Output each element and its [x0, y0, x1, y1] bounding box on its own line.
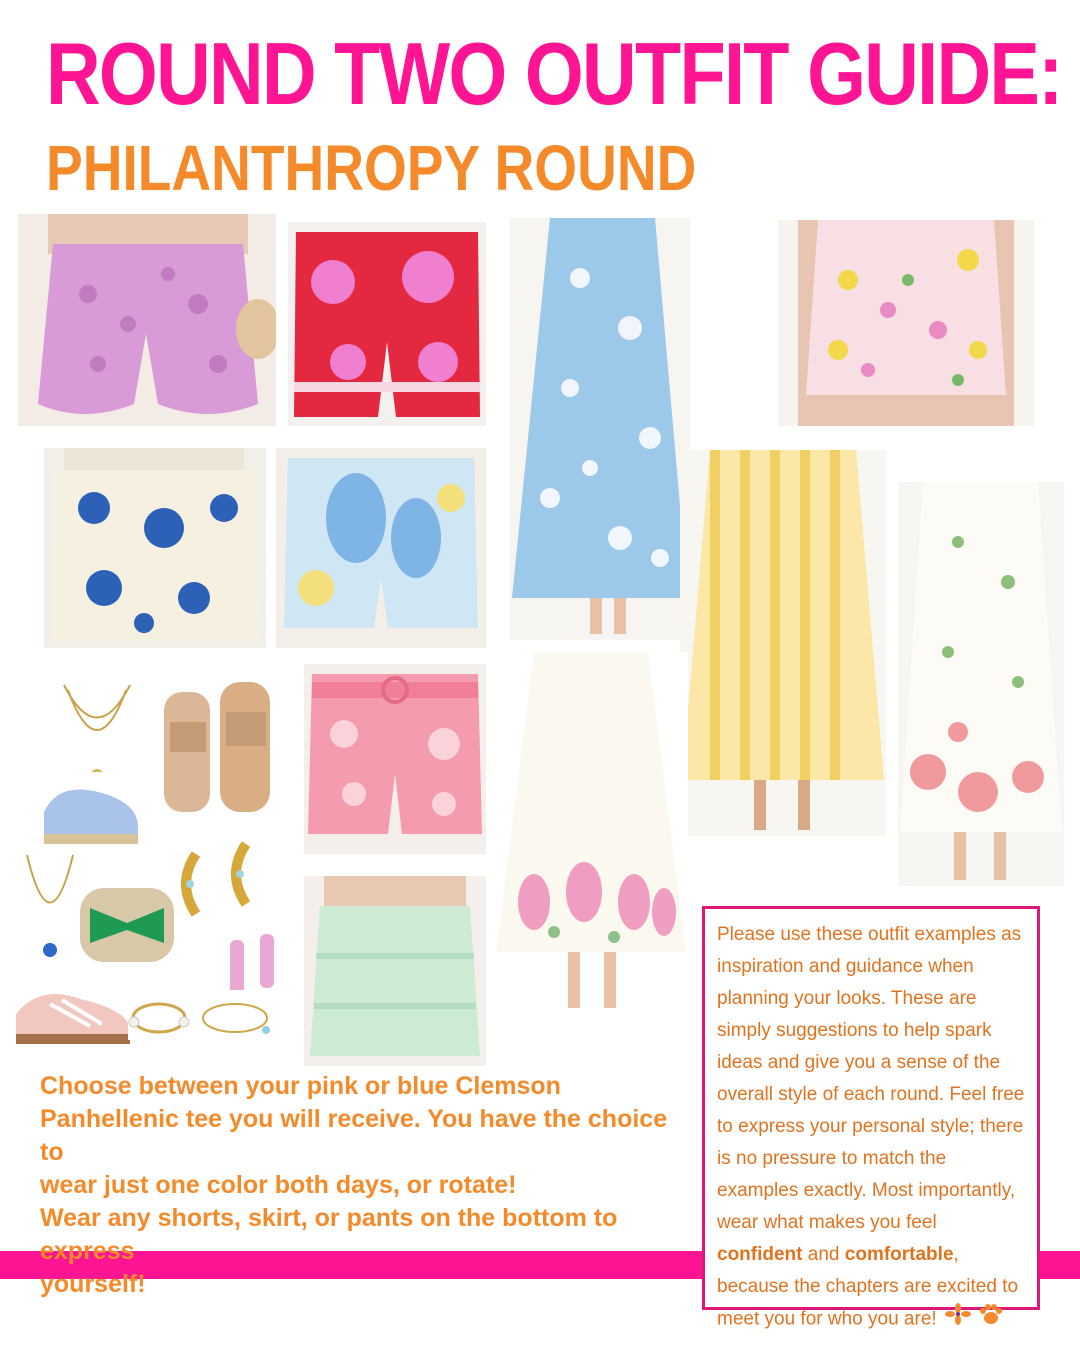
- pink-lace-shorts-photo: [18, 214, 276, 426]
- info-bold-comfortable: comfortable: [844, 1244, 954, 1265]
- note-line-1: Choose between your pink or blue Clemson: [40, 1072, 561, 1100]
- pink-sneaker-photo: [10, 974, 136, 1050]
- note-line-3: wear just one color both days, or rotate!: [40, 1171, 517, 1199]
- page-subtitle: PHILANTHROPY ROUND: [46, 132, 697, 204]
- green-bow-slide-photo: [70, 868, 184, 970]
- mint-tiered-skirt-photo: [304, 876, 486, 1066]
- info-text-end: , because the chapters are excited to meet you for who you are!: [717, 1244, 1019, 1330]
- flower-icon: [945, 1303, 971, 1336]
- note-line-2: Panhellenic tee you will receive. You have the choice to: [40, 1105, 668, 1166]
- info-text-start: Please use these outfit examples as inspiration and guidance when planning your looks. These are simply suggestions to help spark ideas and give you a sense of the overall style of each round. Feel free to express your personal style; there is no pressure to match the examples exactly. Most importantly, wear what makes you feel: [717, 924, 1025, 1233]
- blue-print-skort-photo: [44, 448, 266, 648]
- page-title: ROUND TWO OUTFIT GUIDE:: [46, 24, 1062, 123]
- white-flamingo-maxi-skirt-photo: [494, 652, 688, 1014]
- blue-abstract-shorts-photo: [276, 448, 486, 648]
- info-box: [702, 906, 1040, 1330]
- pearl-cuff-bracelet-photo: [128, 994, 190, 1040]
- pink-belted-shorts-photo: [304, 664, 486, 854]
- instruction-note: [40, 1070, 690, 1301]
- note-line-5: yourself!: [40, 1270, 146, 1298]
- yellow-striped-maxi-skirt-photo: [680, 450, 886, 836]
- woven-platform-sandal-photo: [154, 672, 280, 824]
- note-line-4: Wear any shorts, skirt, or pants on the bottom to express: [40, 1204, 618, 1265]
- red-floral-shorts-photo: [288, 222, 486, 426]
- white-floral-maxi-skirt-photo: [898, 482, 1064, 886]
- info-text-mid: and: [802, 1244, 845, 1265]
- blue-floral-maxi-skirt-photo: [510, 218, 690, 640]
- info-bold-confident: confident: [717, 1244, 803, 1265]
- gold-jeweled-hoop-earrings-photo: [176, 834, 270, 934]
- gingham-espadrille-photo: [38, 772, 144, 852]
- pink-beaded-tassel-earrings-photo: [222, 930, 282, 996]
- paw-icon: [979, 1303, 1003, 1336]
- gold-slider-bracelet-photo: [196, 990, 274, 1044]
- lemon-print-mini-skirt-photo: [778, 220, 1034, 426]
